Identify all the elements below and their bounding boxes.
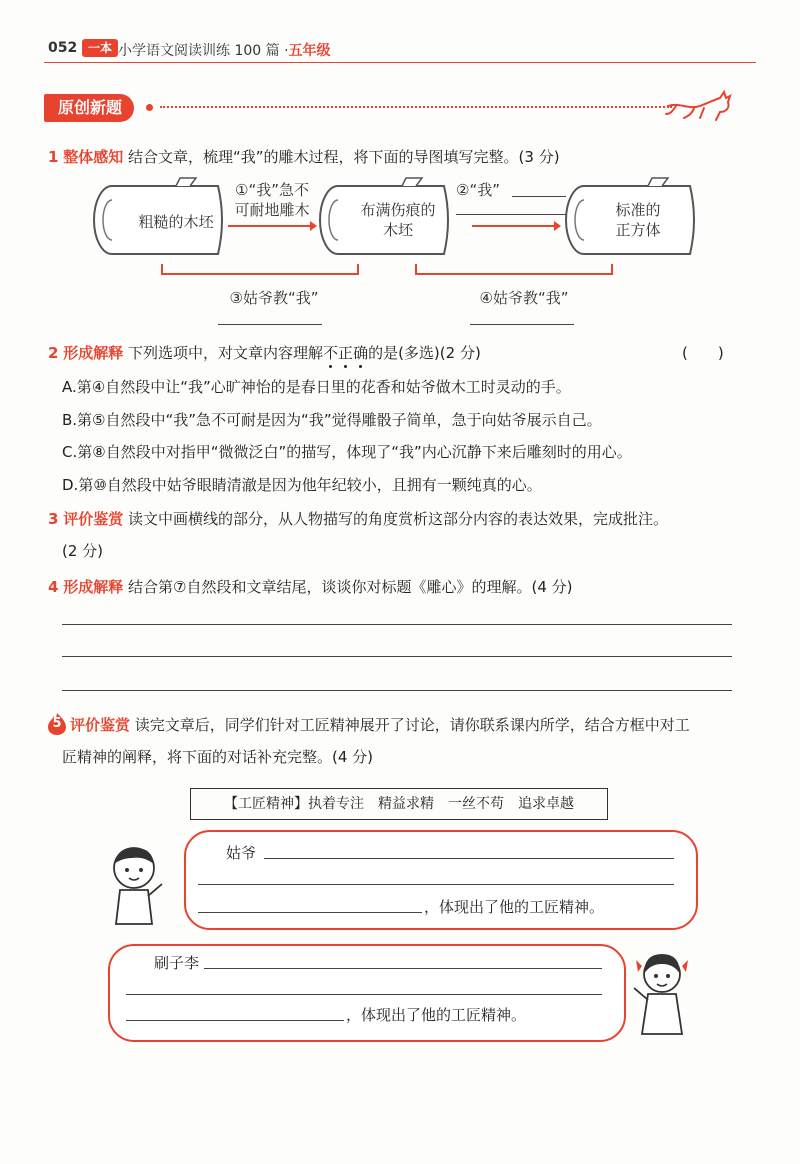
- log-1-label: 粗糙的木坯: [138, 213, 214, 231]
- bracket-1: [160, 262, 360, 282]
- bracket-2: [414, 262, 614, 282]
- step-2-blank-2[interactable]: [456, 214, 568, 215]
- q4-answer-line-1[interactable]: [62, 624, 732, 625]
- q4-heading: 4 形成解释 结合第⑦自然段和文章结尾，谈谈你对标题《雕心》的理解。(4 分): [48, 578, 573, 596]
- q2-option-d: D.第⑩自然段中姑爷眼睛清澈是因为他年纪较小，且拥有一颗纯真的心。: [62, 476, 542, 494]
- q2-option-a: A.第④自然段中让“我”心旷神怡的是春日里的花香和姑爷做木工时灵动的手。: [62, 378, 571, 396]
- step-3-blank[interactable]: [218, 324, 322, 325]
- bubble-guye-end: ，体现出了他的工匠精神。: [424, 898, 605, 916]
- bubble-shuazili-end: ，体现出了他的工匠精神。: [346, 1006, 527, 1024]
- step-1-arrow: [226, 220, 318, 232]
- guye-line-1[interactable]: [264, 858, 674, 859]
- q4-answer-line-3[interactable]: [62, 690, 732, 691]
- q5-number: 5: [52, 716, 62, 731]
- q1-heading: 1 整体感知 结合文章，梳理“我”的雕木过程，将下面的导图填写完整。(3 分): [48, 148, 560, 166]
- boy-icon: [96, 836, 176, 928]
- cat-icon: [664, 84, 736, 124]
- header-rule: [44, 62, 756, 63]
- q4-answer-line-2[interactable]: [62, 656, 732, 657]
- shuazili-line-3[interactable]: [126, 1020, 344, 1021]
- q2-option-c: C.第⑧自然段中对指甲“微微泛白”的描写，体现了“我”内心沉静下来后雕刻时的用心。: [62, 443, 632, 461]
- craftsman-definition-box: 【工匠精神】执着专注 精益求精 一丝不苟 追求卓越: [190, 788, 608, 820]
- page-number: 052: [48, 40, 78, 56]
- step-4-blank[interactable]: [470, 324, 574, 325]
- step-2-arrow: [470, 220, 562, 232]
- bubble-guye-name: 姑爷: [226, 844, 257, 862]
- girl-icon: [628, 944, 698, 1040]
- banner-dot: [146, 104, 153, 111]
- bubble-shuazili-name: 刷子李: [154, 954, 200, 972]
- q3-score: (2 分): [62, 542, 104, 560]
- q5-prompt-line-2: 匠精神的阐释，将下面的对话补充完整。(4 分): [62, 748, 374, 766]
- brand-badge: 一本: [82, 39, 118, 57]
- step-3-label: ③姑爷教“我”: [229, 289, 319, 307]
- q5-heading: 评价鉴赏 读完文章后，同学们针对工匠精神展开了讨论，请你联系课内所学，结合方框中对工: [70, 716, 690, 734]
- shuazili-line-1[interactable]: [204, 968, 602, 969]
- step-2-blank[interactable]: [512, 196, 566, 197]
- book-title: 小学语文阅读训练 100 篇 ·五年级: [118, 43, 331, 59]
- step-4-label: ④姑爷教“我”: [479, 289, 569, 307]
- q2-option-b: B.第⑤自然段中“我”急不可耐是因为“我”觉得雕骰子简单，急于向姑爷展示自己。: [62, 411, 602, 429]
- q2-answer-bracket[interactable]: ( ): [682, 344, 724, 362]
- step-1-label: ①“我”急不 可耐地雕木: [234, 181, 310, 219]
- log-2-label: 布满伤痕的 木坯: [360, 201, 436, 239]
- step-2-label: ②“我”: [456, 181, 500, 199]
- banner-dotted-line: [160, 106, 672, 108]
- q3-heading: 3 评价鉴赏 读文中画横线的部分，从人物描写的角度赏析这部分内容的表达效果，完成批注。: [48, 510, 669, 528]
- shuazili-line-2[interactable]: [126, 994, 602, 995]
- guye-line-3[interactable]: [198, 912, 422, 913]
- q2-heading: 2 形成解释 下列选项中，对文章内容理解不正确的是(多选)(2 分): [48, 344, 481, 362]
- guye-line-2[interactable]: [198, 884, 674, 885]
- section-banner: 原创新题: [44, 94, 134, 122]
- log-3-label: 标准的 正方体: [615, 201, 661, 239]
